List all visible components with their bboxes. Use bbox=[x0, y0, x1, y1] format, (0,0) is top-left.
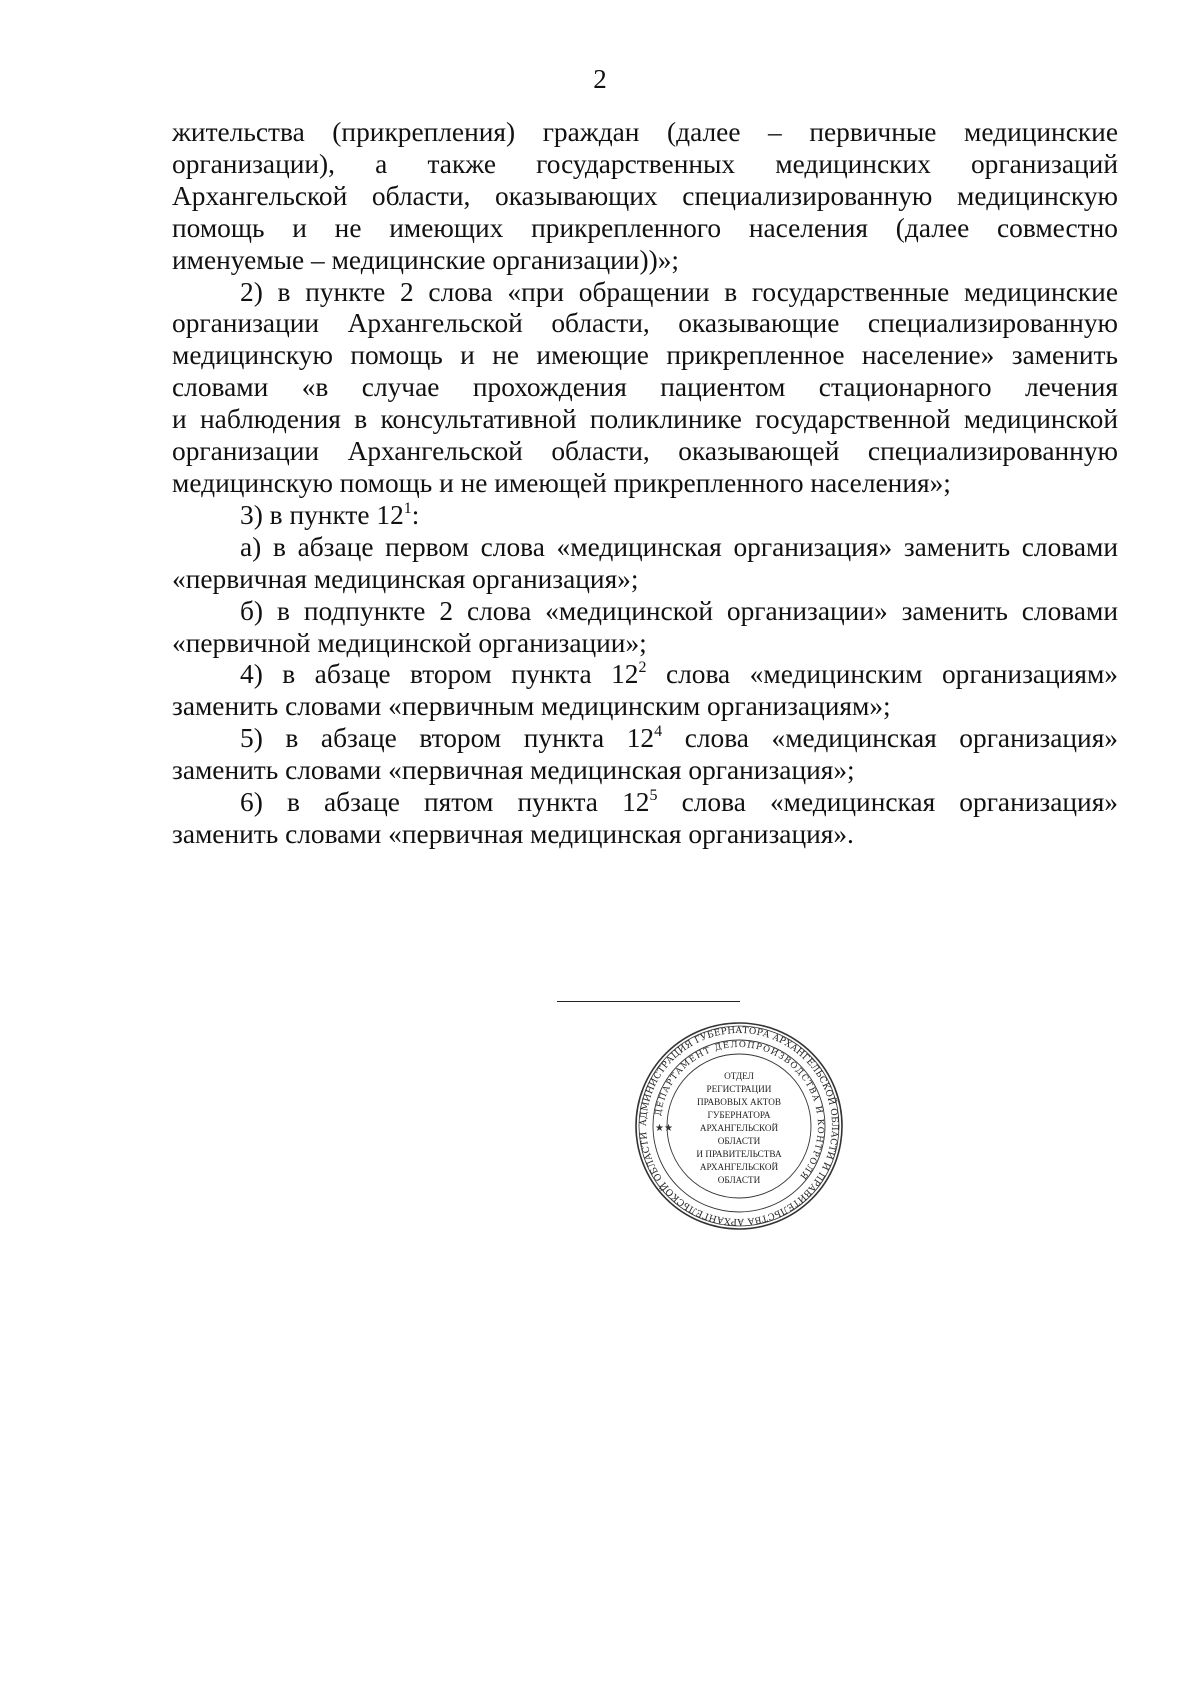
item-6-line: заменить словами «первичная медицинская организация». bbox=[172, 818, 854, 849]
stamp-center-line: ОБЛАСТИ bbox=[717, 1136, 761, 1146]
signature-divider bbox=[557, 1001, 740, 1002]
subitem-a-line: а) в абзаце первом слова «медицинская организация» заменить словами bbox=[240, 531, 1118, 562]
item-2-line: словами «в случае прохождения пациентом стационарного лечения bbox=[172, 372, 1118, 403]
item-2-line: организации Архангельской области, оказывающей специализированную bbox=[172, 436, 1118, 467]
stamp-center-line: ГУБЕРНАТОРА bbox=[707, 1110, 771, 1120]
stamp-center-line: И ПРАВИТЕЛЬСТВА bbox=[696, 1149, 782, 1159]
stamp-seal bbox=[633, 1020, 845, 1232]
stamp-center-line: ПРАВОВЫХ АКТОВ bbox=[696, 1097, 782, 1107]
paragraph-continuation-line: Архангельской области, оказывающих специализированную медицинскую bbox=[172, 180, 1118, 211]
stamp-center-line: АРХАНГЕЛЬСКОЙ bbox=[699, 1162, 779, 1172]
item-2-line: медицинскую помощь и не имеющие прикрепленное население» заменить bbox=[172, 340, 1118, 371]
stamp-center-line: ОБЛАСТИ bbox=[717, 1175, 761, 1185]
item-5-text: 5) в абзаце втором пункта 12 bbox=[240, 723, 655, 754]
paragraph-continuation-line: жительства (прикрепления) граждан (далее – первичные медицинские bbox=[172, 117, 1118, 147]
subitem-b-line: «первичной медицинской организации»; bbox=[172, 627, 647, 658]
superscript: 2 bbox=[638, 659, 647, 677]
stamp-center-line: ОТДЕЛ bbox=[724, 1071, 754, 1081]
subitem-b-line: б) в подпункте 2 слова «медицинской организации» заменить словами bbox=[240, 595, 1118, 626]
item-4-line bbox=[172, 659, 1118, 691]
item-6-text-tail: слова «медицинская организация» bbox=[657, 787, 1118, 818]
stamp-star-icon bbox=[655, 1123, 673, 1134]
stamp-outer-text: АДМИНИСТРАЦИЯ ГУБЕРНАТОРА АРХАНГЕЛЬСКОЙ ОБЛАСТИ И ПРАВИТЕЛЬСТВА АРХАНГЕЛЬСКОЙ ОБЛАСТИ bbox=[638, 1025, 840, 1227]
item-6-text: 6) в абзаце пятом пункта 12 bbox=[240, 787, 650, 818]
paragraph-continuation-line: организации), а также государственных медицинских организаций bbox=[172, 148, 1118, 179]
paragraph-continuation-line: именуемые – медицинские организации))»; bbox=[172, 244, 680, 275]
item-4-text: 4) в абзаце втором пункта 12 bbox=[240, 659, 639, 690]
page-number: 2 bbox=[593, 64, 607, 94]
svg-text:★★: ★★ bbox=[655, 1123, 673, 1134]
item-5-text-tail: слова «медицинская организация» bbox=[662, 723, 1118, 754]
stamp-inner-text: ДЕПАРТАМЕНТ ДЕЛОПРОИЗВОДСТВА И КОНТРОЛЯ bbox=[653, 1039, 826, 1182]
item-5-line: заменить словами «первичная медицинская организация»; bbox=[172, 755, 855, 786]
item-2-line: организации Архангельской области, оказывающие специализированную bbox=[172, 308, 1118, 339]
item-6-line bbox=[172, 787, 1118, 819]
subitem-a-line: «первичная медицинская организация»; bbox=[172, 563, 639, 594]
item-4-text-tail: слова «медицинским организациям» bbox=[646, 659, 1118, 690]
item-2-line: 2) в пункте 2 слова «при обращении в государственные медицинские bbox=[240, 276, 1118, 307]
paragraph-continuation-line: помощь и не имеющих прикрепленного населения (далее совместно bbox=[172, 212, 1118, 243]
item-3-text: 3) в пункте 12 bbox=[240, 499, 404, 530]
superscript: 5 bbox=[649, 787, 658, 805]
item-2-line: медицинскую помощь и не имеющей прикрепленного населения»; bbox=[172, 467, 951, 498]
registration-stamp bbox=[633, 1020, 845, 1232]
superscript: 1 bbox=[403, 499, 412, 517]
document-body bbox=[172, 117, 1118, 851]
item-5-line bbox=[172, 723, 1118, 755]
item-4-line: заменить словами «первичным медицинским организациям»; bbox=[172, 691, 891, 722]
item-3-heading bbox=[172, 500, 1118, 532]
superscript: 4 bbox=[654, 723, 663, 741]
item-2-line: и наблюдения в консультативной поликлинике государственной медицинской bbox=[172, 404, 1118, 435]
item-3-colon: : bbox=[411, 499, 420, 530]
stamp-center-line: РЕГИСТРАЦИИ bbox=[706, 1084, 772, 1094]
stamp-center-line: АРХАНГЕЛЬСКОЙ bbox=[699, 1123, 779, 1133]
